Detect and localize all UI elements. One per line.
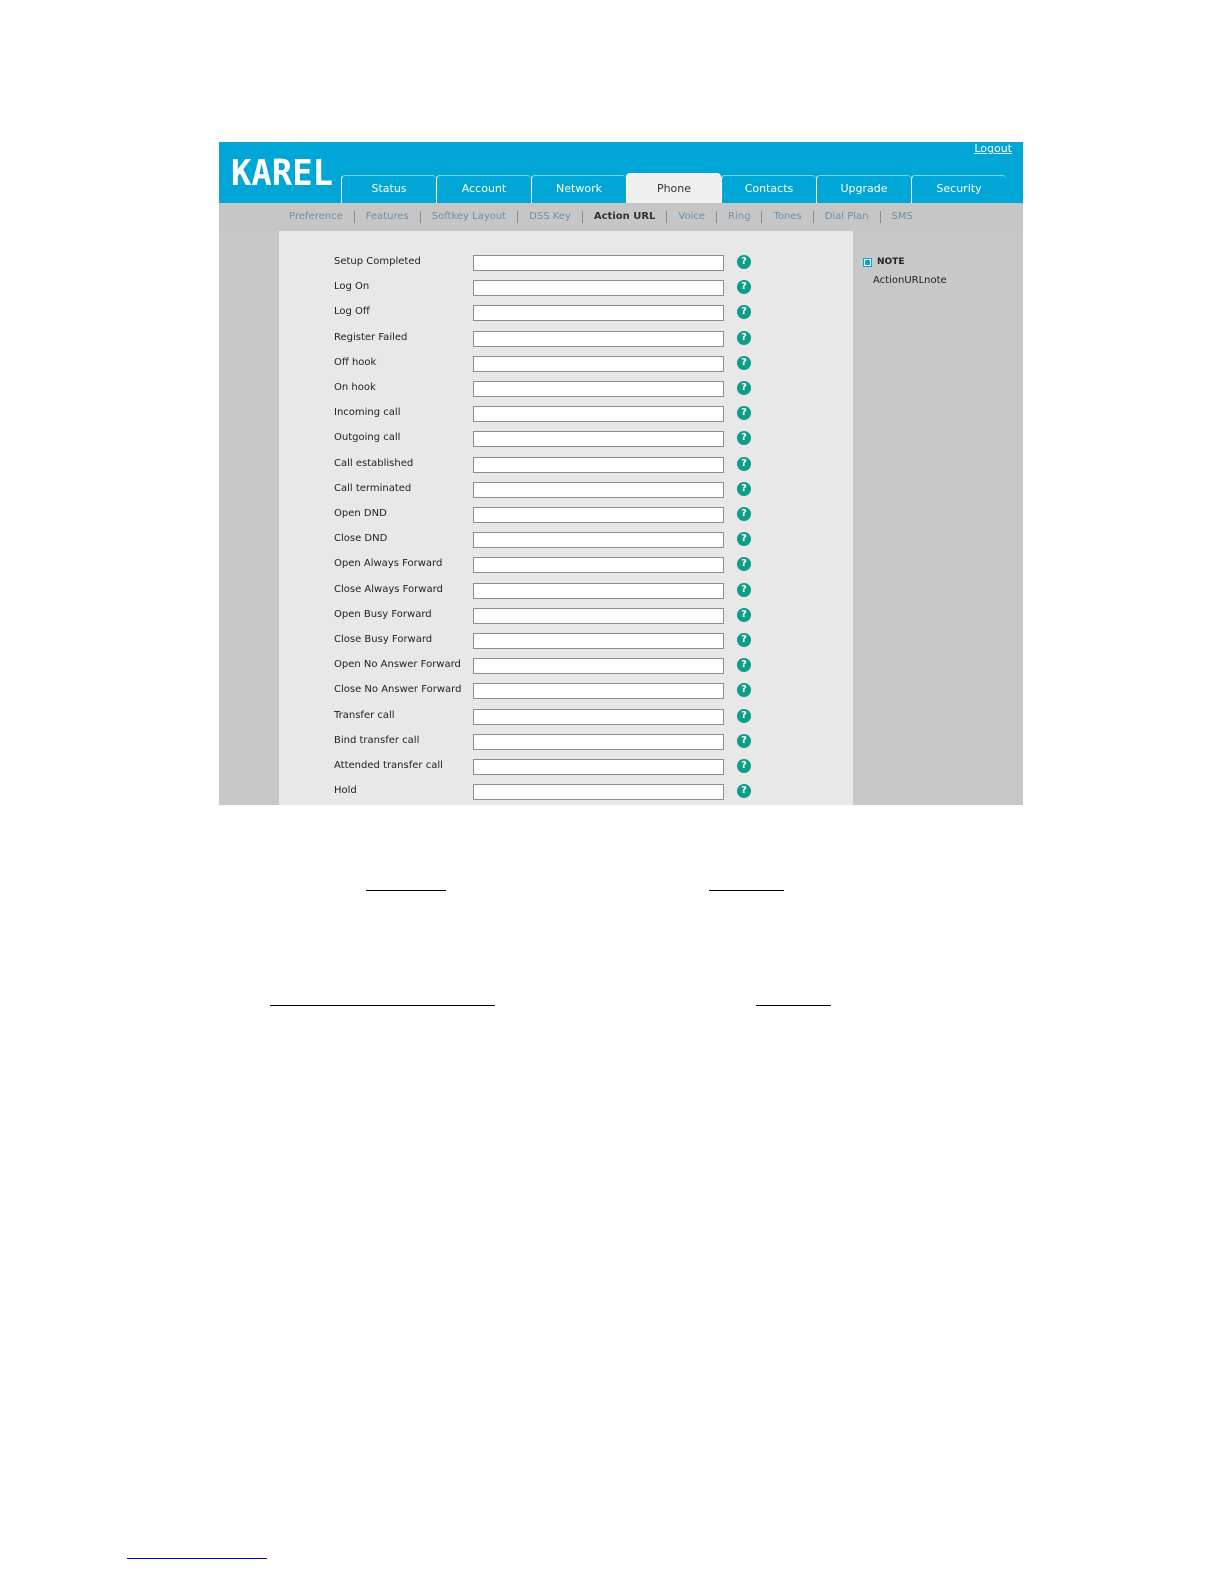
help-icon[interactable]: ? <box>737 305 751 319</box>
help-icon[interactable]: ? <box>737 431 751 445</box>
help-icon[interactable]: ? <box>737 356 751 370</box>
url-input[interactable] <box>473 532 724 548</box>
tab-upgrade[interactable]: Upgrade <box>816 175 911 203</box>
help-icon[interactable]: ? <box>737 734 751 748</box>
url-input[interactable] <box>473 431 724 447</box>
url-input[interactable] <box>473 406 724 422</box>
sub-navigation <box>219 203 1023 231</box>
logout-link[interactable]: Logout <box>974 142 1012 155</box>
help-icon[interactable]: ? <box>737 608 751 622</box>
field-label: Incoming call <box>334 407 401 419</box>
tab-security[interactable]: Security <box>911 175 1006 203</box>
help-icon[interactable]: ? <box>737 482 751 496</box>
tab-network[interactable]: Network <box>531 175 626 203</box>
url-input[interactable] <box>473 683 724 699</box>
help-icon[interactable]: ? <box>737 784 751 798</box>
tab-phone[interactable]: Phone <box>626 173 721 203</box>
field-label: Close Busy Forward <box>334 634 433 645</box>
help-icon[interactable]: ? <box>737 381 751 395</box>
document-underline <box>709 890 784 891</box>
field-label: Register Failed <box>334 331 408 343</box>
subnav-sms[interactable]: SMS <box>891 211 913 222</box>
help-icon[interactable]: ? <box>737 658 751 672</box>
field-label: Open Busy Forward <box>334 608 432 620</box>
url-input[interactable] <box>473 255 724 271</box>
field-label: Hold <box>334 785 357 797</box>
subnav-tones[interactable]: Tones <box>762 211 813 223</box>
url-input[interactable] <box>473 457 724 473</box>
web-ui-window <box>219 142 1023 805</box>
url-input[interactable] <box>473 608 724 624</box>
url-input[interactable] <box>473 507 724 523</box>
field-label: Log On <box>334 281 370 293</box>
subnav-preference[interactable]: Preference <box>278 211 355 223</box>
field-label: Call established <box>334 457 414 469</box>
tab-account[interactable]: Account <box>436 175 531 203</box>
url-input[interactable] <box>473 784 724 800</box>
help-icon[interactable]: ? <box>737 709 751 723</box>
field-label: Attended transfer call <box>334 760 443 771</box>
field-label: On hook <box>334 382 376 393</box>
action-url-form <box>279 231 853 805</box>
url-input[interactable] <box>473 305 724 321</box>
document-footnote-line <box>127 1558 267 1559</box>
subnav-softkey-layout[interactable]: Softkey Layout <box>421 211 518 223</box>
url-input[interactable] <box>473 583 724 599</box>
subnav-features[interactable]: Features <box>355 211 421 223</box>
help-icon[interactable]: ? <box>737 633 751 647</box>
url-input[interactable] <box>473 709 724 725</box>
document-underline <box>366 890 446 891</box>
field-label: Off hook <box>334 356 377 368</box>
url-input[interactable] <box>473 482 724 498</box>
field-label: Log Off <box>334 306 370 318</box>
url-input[interactable] <box>473 759 724 775</box>
note-text: ActionURLnote <box>873 275 947 286</box>
field-label: Outgoing call <box>334 432 401 444</box>
field-label: Call terminated <box>334 482 412 494</box>
url-input[interactable] <box>473 734 724 750</box>
svg-text:KAREL: KAREL <box>231 153 333 192</box>
field-label: Close Always Forward <box>334 583 443 595</box>
url-input[interactable] <box>473 331 724 347</box>
main-tabs <box>341 175 1006 203</box>
subnav-voice[interactable]: Voice <box>667 211 717 223</box>
field-label: Transfer call <box>334 709 395 721</box>
url-input[interactable] <box>473 557 724 573</box>
field-label: Open Always Forward <box>334 558 443 570</box>
help-icon[interactable]: ? <box>737 557 751 571</box>
note-bullet-icon <box>863 258 872 267</box>
url-input[interactable] <box>473 633 724 649</box>
header-bar <box>219 142 1023 203</box>
help-icon[interactable]: ? <box>737 759 751 773</box>
tab-status[interactable]: Status <box>341 175 436 203</box>
field-label: Setup Completed <box>334 256 421 267</box>
help-icon[interactable]: ? <box>737 457 751 471</box>
help-icon[interactable]: ? <box>737 683 751 697</box>
help-icon[interactable]: ? <box>737 507 751 521</box>
url-input[interactable] <box>473 356 724 372</box>
note-panel <box>853 231 1023 805</box>
subnav-dss-key[interactable]: DSS Key <box>518 211 583 223</box>
field-label: Open No Answer Forward <box>334 659 461 671</box>
field-label: Close No Answer Forward <box>334 684 462 696</box>
help-icon[interactable]: ? <box>737 331 751 345</box>
note-title: NOTE <box>863 257 904 267</box>
karel-logo <box>230 152 335 192</box>
tab-contacts[interactable]: Contacts <box>721 175 816 203</box>
help-icon[interactable]: ? <box>737 583 751 597</box>
subnav-dial-plan[interactable]: Dial Plan <box>814 211 881 223</box>
document-underline <box>756 1005 831 1006</box>
subnav-ring[interactable]: Ring <box>717 211 762 223</box>
help-icon[interactable]: ? <box>737 406 751 420</box>
field-label: Open DND <box>334 508 387 519</box>
url-input[interactable] <box>473 381 724 397</box>
help-icon[interactable]: ? <box>737 255 751 269</box>
document-underline <box>270 1005 495 1006</box>
field-label: Bind transfer call <box>334 734 420 746</box>
url-input[interactable] <box>473 658 724 674</box>
help-icon[interactable]: ? <box>737 532 751 546</box>
url-input[interactable] <box>473 280 724 296</box>
help-icon[interactable]: ? <box>737 280 751 294</box>
field-label: Close DND <box>334 533 388 545</box>
subnav-action-url[interactable]: Action URL <box>583 211 668 223</box>
